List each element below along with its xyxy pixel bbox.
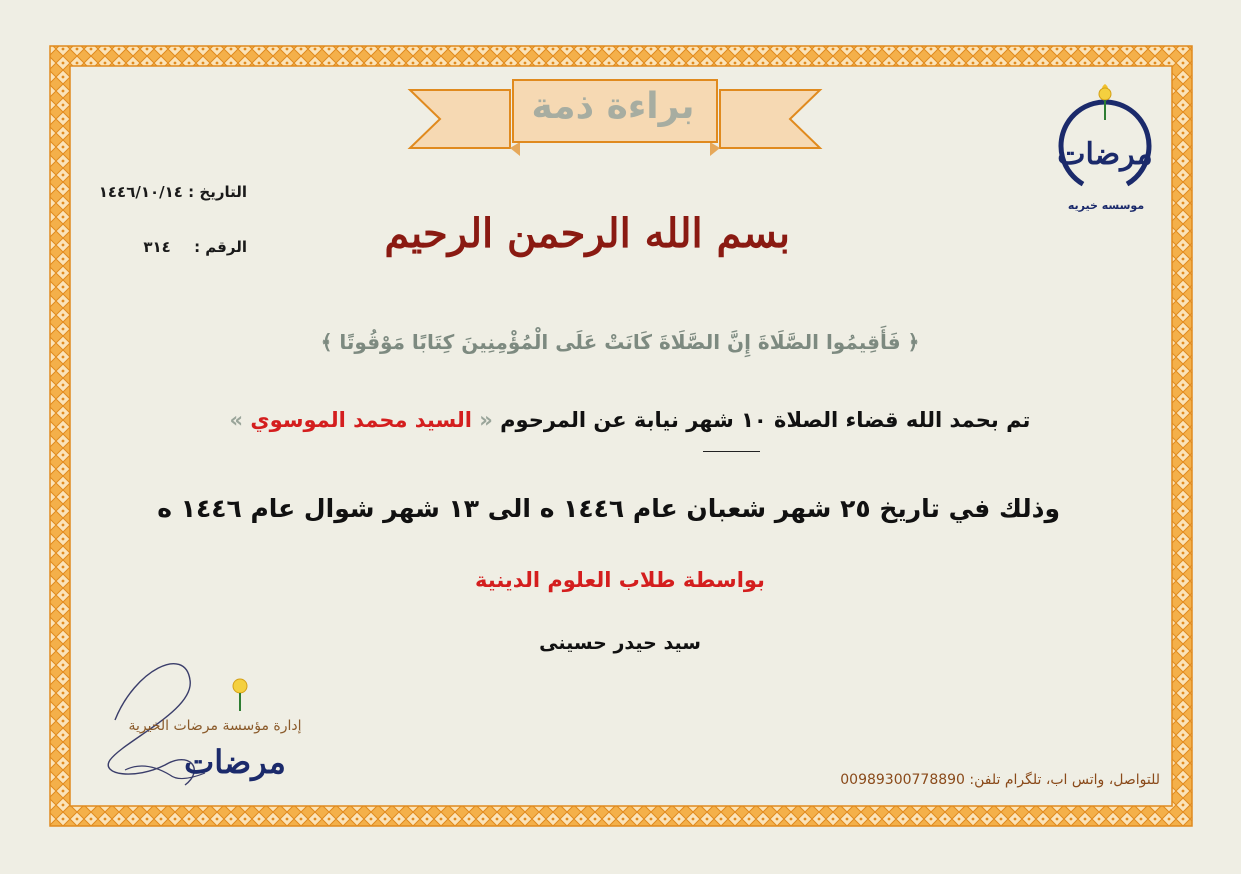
close-quote: » — [229, 408, 244, 432]
date-line — [99, 183, 247, 201]
basmala-calligraphy: بسم الله الرحمن الرحيم — [384, 210, 790, 257]
date-label: التاريخ : — [188, 183, 247, 201]
contact-line — [720, 772, 1160, 788]
quran-verse: ﴿ فَأَقِيمُوا الصَّلَاةَ إِنَّ الصَّلَاةَ كَانَتْ عَلَى الْمُؤْمِنِينَ كِتَابًا مَوْقُوتًا ﴾ — [320, 330, 920, 354]
completion-statement — [215, 408, 1045, 432]
number-line — [143, 238, 247, 256]
certificate-title: براءة ذمة — [531, 86, 695, 127]
completion-text: تم بحمد الله قضاء الصلاة ١٠ شهر نيابة عن المرحوم — [500, 408, 1031, 432]
months-underline — [703, 451, 760, 452]
contact-label: للتواصل، واتس اب، تلگرام تلفن: — [969, 772, 1160, 788]
signer-name: سید حیدر حسینی — [539, 632, 701, 654]
flower-logo-icon — [1050, 84, 1160, 214]
contact-phone[interactable]: 00989300778890 — [840, 772, 965, 788]
svg-text:مرضات: مرضات — [184, 743, 286, 781]
open-quote: « — [479, 408, 493, 432]
logo-caption: موسسه خيريه — [1067, 199, 1145, 212]
number-value: ٣١٤ — [143, 238, 171, 256]
svg-text:مرضات: مرضات — [1057, 137, 1153, 172]
deceased-name: السيد محمد الموسوي — [250, 408, 472, 432]
date-value: ١٤٤٦/١٠/١٤ — [98, 183, 183, 201]
stamp-caption: إدارة مؤسسة مرضات الخيرية — [128, 718, 302, 734]
date-range-statement: وذلك في تاريخ ٢٥ شهر شعبان عام ١٤٤٦ ه الى ١٣ شهر شوال عام ١٤٤٦ ه — [157, 494, 1060, 523]
performed-by: بواسطة طلاب العلوم الدينية — [475, 568, 765, 592]
number-label: الرقم : — [194, 238, 247, 256]
